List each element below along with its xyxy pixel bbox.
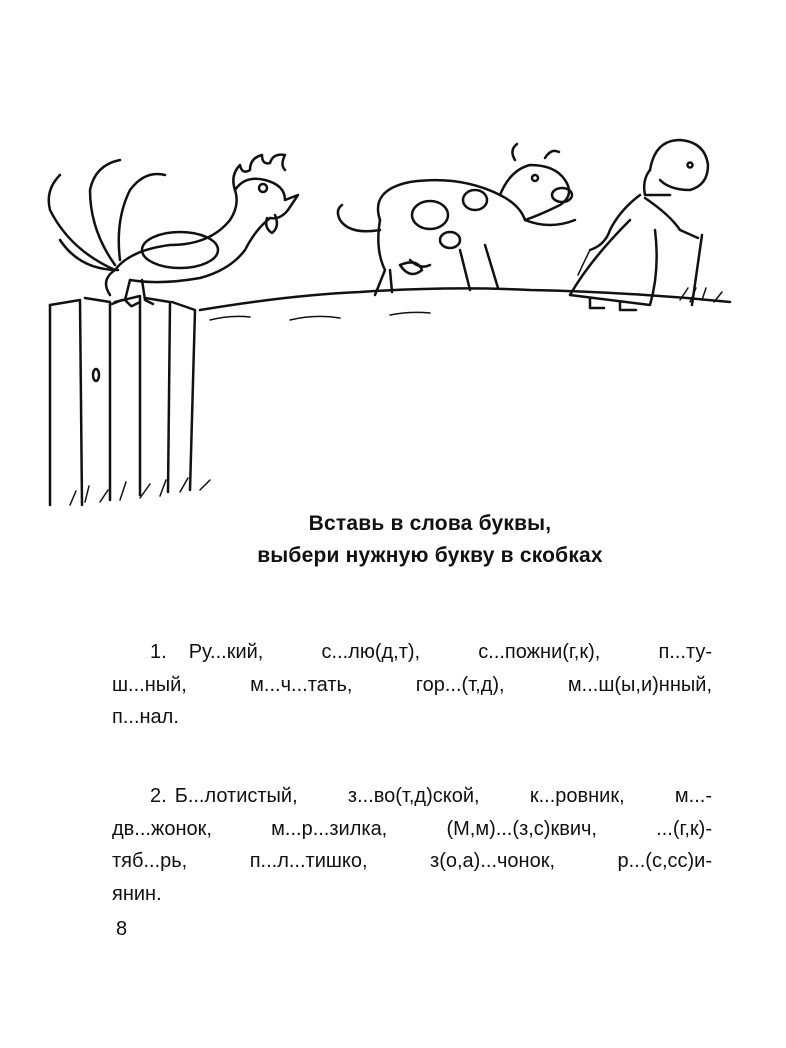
exercise-2-line-2: дв...жонок, м...р...зилка, (М,м)...(з,с)квич, ...(г,к)- <box>112 817 712 840</box>
exercise-2 <box>112 780 712 910</box>
fence <box>50 296 210 505</box>
exercise-2-number: 2. <box>150 785 167 807</box>
instruction-title-line-1: Вставь в слова буквы, <box>308 512 552 535</box>
illustration <box>30 120 770 520</box>
exercise-1-line-1 <box>112 636 712 669</box>
exercise-2-text-1: Б...лотистый, з...во(т,д)ской, к...ровник, м...- <box>174 785 712 807</box>
page-number: 8 <box>116 918 128 940</box>
cow <box>338 144 575 295</box>
exercise-1-number: 1. <box>150 641 167 663</box>
exercise-1 <box>112 636 712 734</box>
rooster <box>49 155 298 306</box>
exercise-1-line-3: п...нал. <box>112 706 179 728</box>
exercise-1-line-2: ш...ный, м...ч...тать, гор...(т,д), м...ш(ы,и)нный, <box>112 673 712 696</box>
exercise-2-line-1 <box>112 780 712 813</box>
old-woman <box>570 140 708 310</box>
instruction-title-line-2: выбери нужную букву в скобках <box>257 544 603 567</box>
exercise-1-text-1: Ру...кий, с...лю(д,т), с...пожни(г,к), п...ту- <box>188 641 712 663</box>
exercise-2-line-3: тяб...рь, п...л...тишко, з(о,а)...чонок, р...(с,сс)и- <box>112 850 712 872</box>
exercise-2-line-4: янин. <box>112 882 162 905</box>
